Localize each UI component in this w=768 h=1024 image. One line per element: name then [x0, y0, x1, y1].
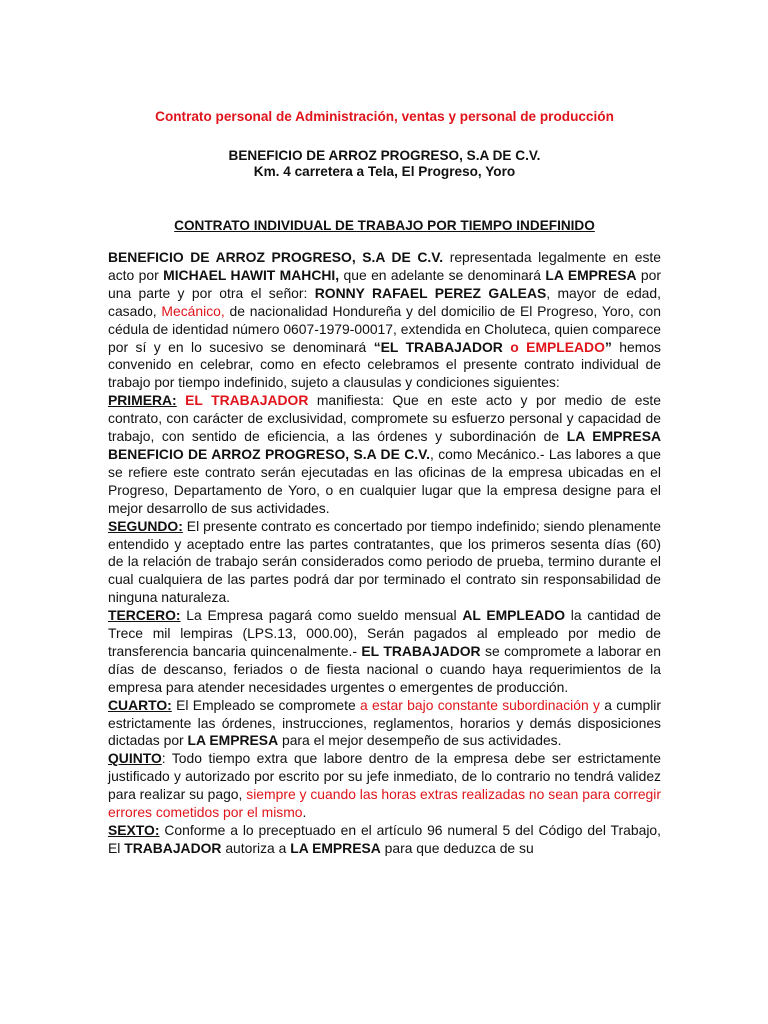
clause-text: : Todo tiempo extra que labore dentro de la empresa debe ser estrictamente justificado y autorizado por escrito por su jefe inmediato, de lo contrario no tendrá validez para realizar su pago, [108, 750, 661, 803]
clause-label: PRIMERA: [108, 392, 177, 409]
clause-text: El Empleado se compromete [171, 696, 360, 713]
company-reference: LA EMPRESA BENEFICIO DE ARROZ PROGRESO, S.A DE C.V. [108, 428, 661, 462]
worker-name: RONNY RAFAEL PEREZ GALEAS [314, 284, 547, 301]
clause-text: se compromete a laborar en días de descanso, feriados o de fiesta nacional o cuando haya requerimientos de la empresa para atender necesidades urgentes o emergentes de producción. [108, 642, 661, 695]
clause-label: SEXTO: [108, 822, 160, 838]
intro-paragraph [108, 249, 661, 392]
clause-segundo [108, 518, 661, 608]
intro-text-2: que en adelante se denominará [339, 266, 546, 283]
intro-text-3: por una parte y por otra el señor: [108, 266, 661, 301]
intro-text-4: , mayor de edad, casado, [108, 284, 661, 319]
trabajador-term: TRABAJADOR [124, 839, 222, 856]
company-address: Km. 4 carretera a Tela, El Progreso, Yoro [253, 164, 516, 179]
el-trabajador-term [374, 339, 612, 355]
clause-label: QUINTO [108, 750, 162, 767]
clause-cuarto [108, 697, 661, 751]
el-trabajador-term: EL TRABAJADOR [361, 642, 481, 659]
contract-title: CONTRATO INDIVIDUAL DE TRABAJO POR TIEMPO INDEFINIDO [174, 218, 595, 233]
term-open: “EL TRABAJADOR [373, 338, 511, 355]
clause-label: TERCERO: [108, 607, 181, 624]
al-empleado-term: AL EMPLEADO [462, 607, 566, 624]
clause-text: La Empresa pagará como sueldo mensual [180, 607, 463, 624]
term-close: ” [604, 338, 612, 355]
clause-text: . [302, 804, 307, 821]
subordination-highlight: a estar bajo constante subordinación y [359, 696, 600, 713]
clause-text: manifiesta: Que en este acto y por medio de este contrato, con carácter de exclusividad, compromete su esfuerzo personal y capacidad de trabajo, con sentido de eficiencia, a las órdenes y subordinación de [108, 392, 661, 445]
intro-text-6: hemos convenido en celebrar, como en efecto celebramos el presente contrato individual de trabajo por tiempo indefinido, sujeto a clausulas y condiciones siguientes: [108, 338, 661, 391]
legal-representative: MICHAEL HAWIT MAHCHI, [163, 266, 340, 283]
company-name-heading: BENEFICIO DE ARROZ PROGRESO, S.A DE C.V. [228, 148, 541, 163]
clause-tercero [108, 607, 661, 697]
document-category-heading: Contrato personal de Administración, ventas y personal de producción [155, 109, 614, 124]
el-trabajador-highlight: EL TRABAJADOR [185, 392, 309, 409]
intro-text-5: de nacionalidad Hondureña y del domicilio de El Progreso, Yoro, con cédula de identidad número 0607-1979-00017, extendida en Choluteca, quien comparece por sí y en lo sucesivo se denominará [108, 302, 661, 355]
clause-text: para el mejor desempeño de sus actividades. [278, 732, 562, 749]
intro-company: BENEFICIO DE ARROZ PROGRESO, S.A DE C.V. [108, 249, 444, 265]
intro-text-1: representada legalmente en este acto por [108, 249, 661, 283]
clause-text: para que deduzca de su [380, 839, 534, 856]
contract-body [108, 249, 661, 858]
la-empresa-term: LA EMPRESA [187, 732, 279, 749]
clause-label: CUARTO: [108, 696, 172, 713]
clause-text: El presente contrato es concertado por tiempo indefinido; siendo plenamente entendido y aceptado entre las partes contratantes, que los primeros sesenta días (60) de la relación de trabajo serán considerados como periodo de prueba, termino durante el cual cualquiera de las partes podrá dar por terminado el contrato sin responsabilidad de ninguna naturaleza. [108, 517, 661, 606]
clause-text: , como Mecánico.- Las labores a que se refiere este contrato serán ejecutadas en las oficinas de la empresa ubicadas en el Progreso, Departamento de Yoro, o en cualquier lugar que la empresa designe para el mejor desarrollo de sus actividades. [108, 445, 661, 516]
empleado-highlight: o EMPLEADO [510, 338, 605, 355]
clause-quinto [108, 750, 661, 822]
clause-primera [108, 392, 661, 517]
clause-text: la cantidad de Trece mil lempiras (LPS.13, 000.00), Serán pagados al empleado por medio de transferencia bancaria quincenalmente.- [108, 607, 662, 659]
clause-label: SEGUNDO: [108, 517, 183, 534]
la-empresa-term: LA EMPRESA [545, 266, 637, 283]
la-empresa-term: LA EMPRESA [290, 839, 381, 856]
clause-text: autoriza a [221, 839, 291, 856]
clause-text: Conforme a lo preceptuado en el artículo 96 numeral 5 del Código del Trabajo, El [108, 822, 661, 856]
clause-text: a cumplir estrictamente las órdenes, instrucciones, reglamentos, horarios y demás disposiciones dictadas por [108, 696, 661, 749]
job-title-highlight: Mecánico, [161, 302, 225, 319]
overtime-condition-highlight: siempre y cuando las horas extras realizadas no sean para corregir errores cometidos por el mismo [108, 786, 661, 821]
clause-sexto [108, 822, 661, 858]
